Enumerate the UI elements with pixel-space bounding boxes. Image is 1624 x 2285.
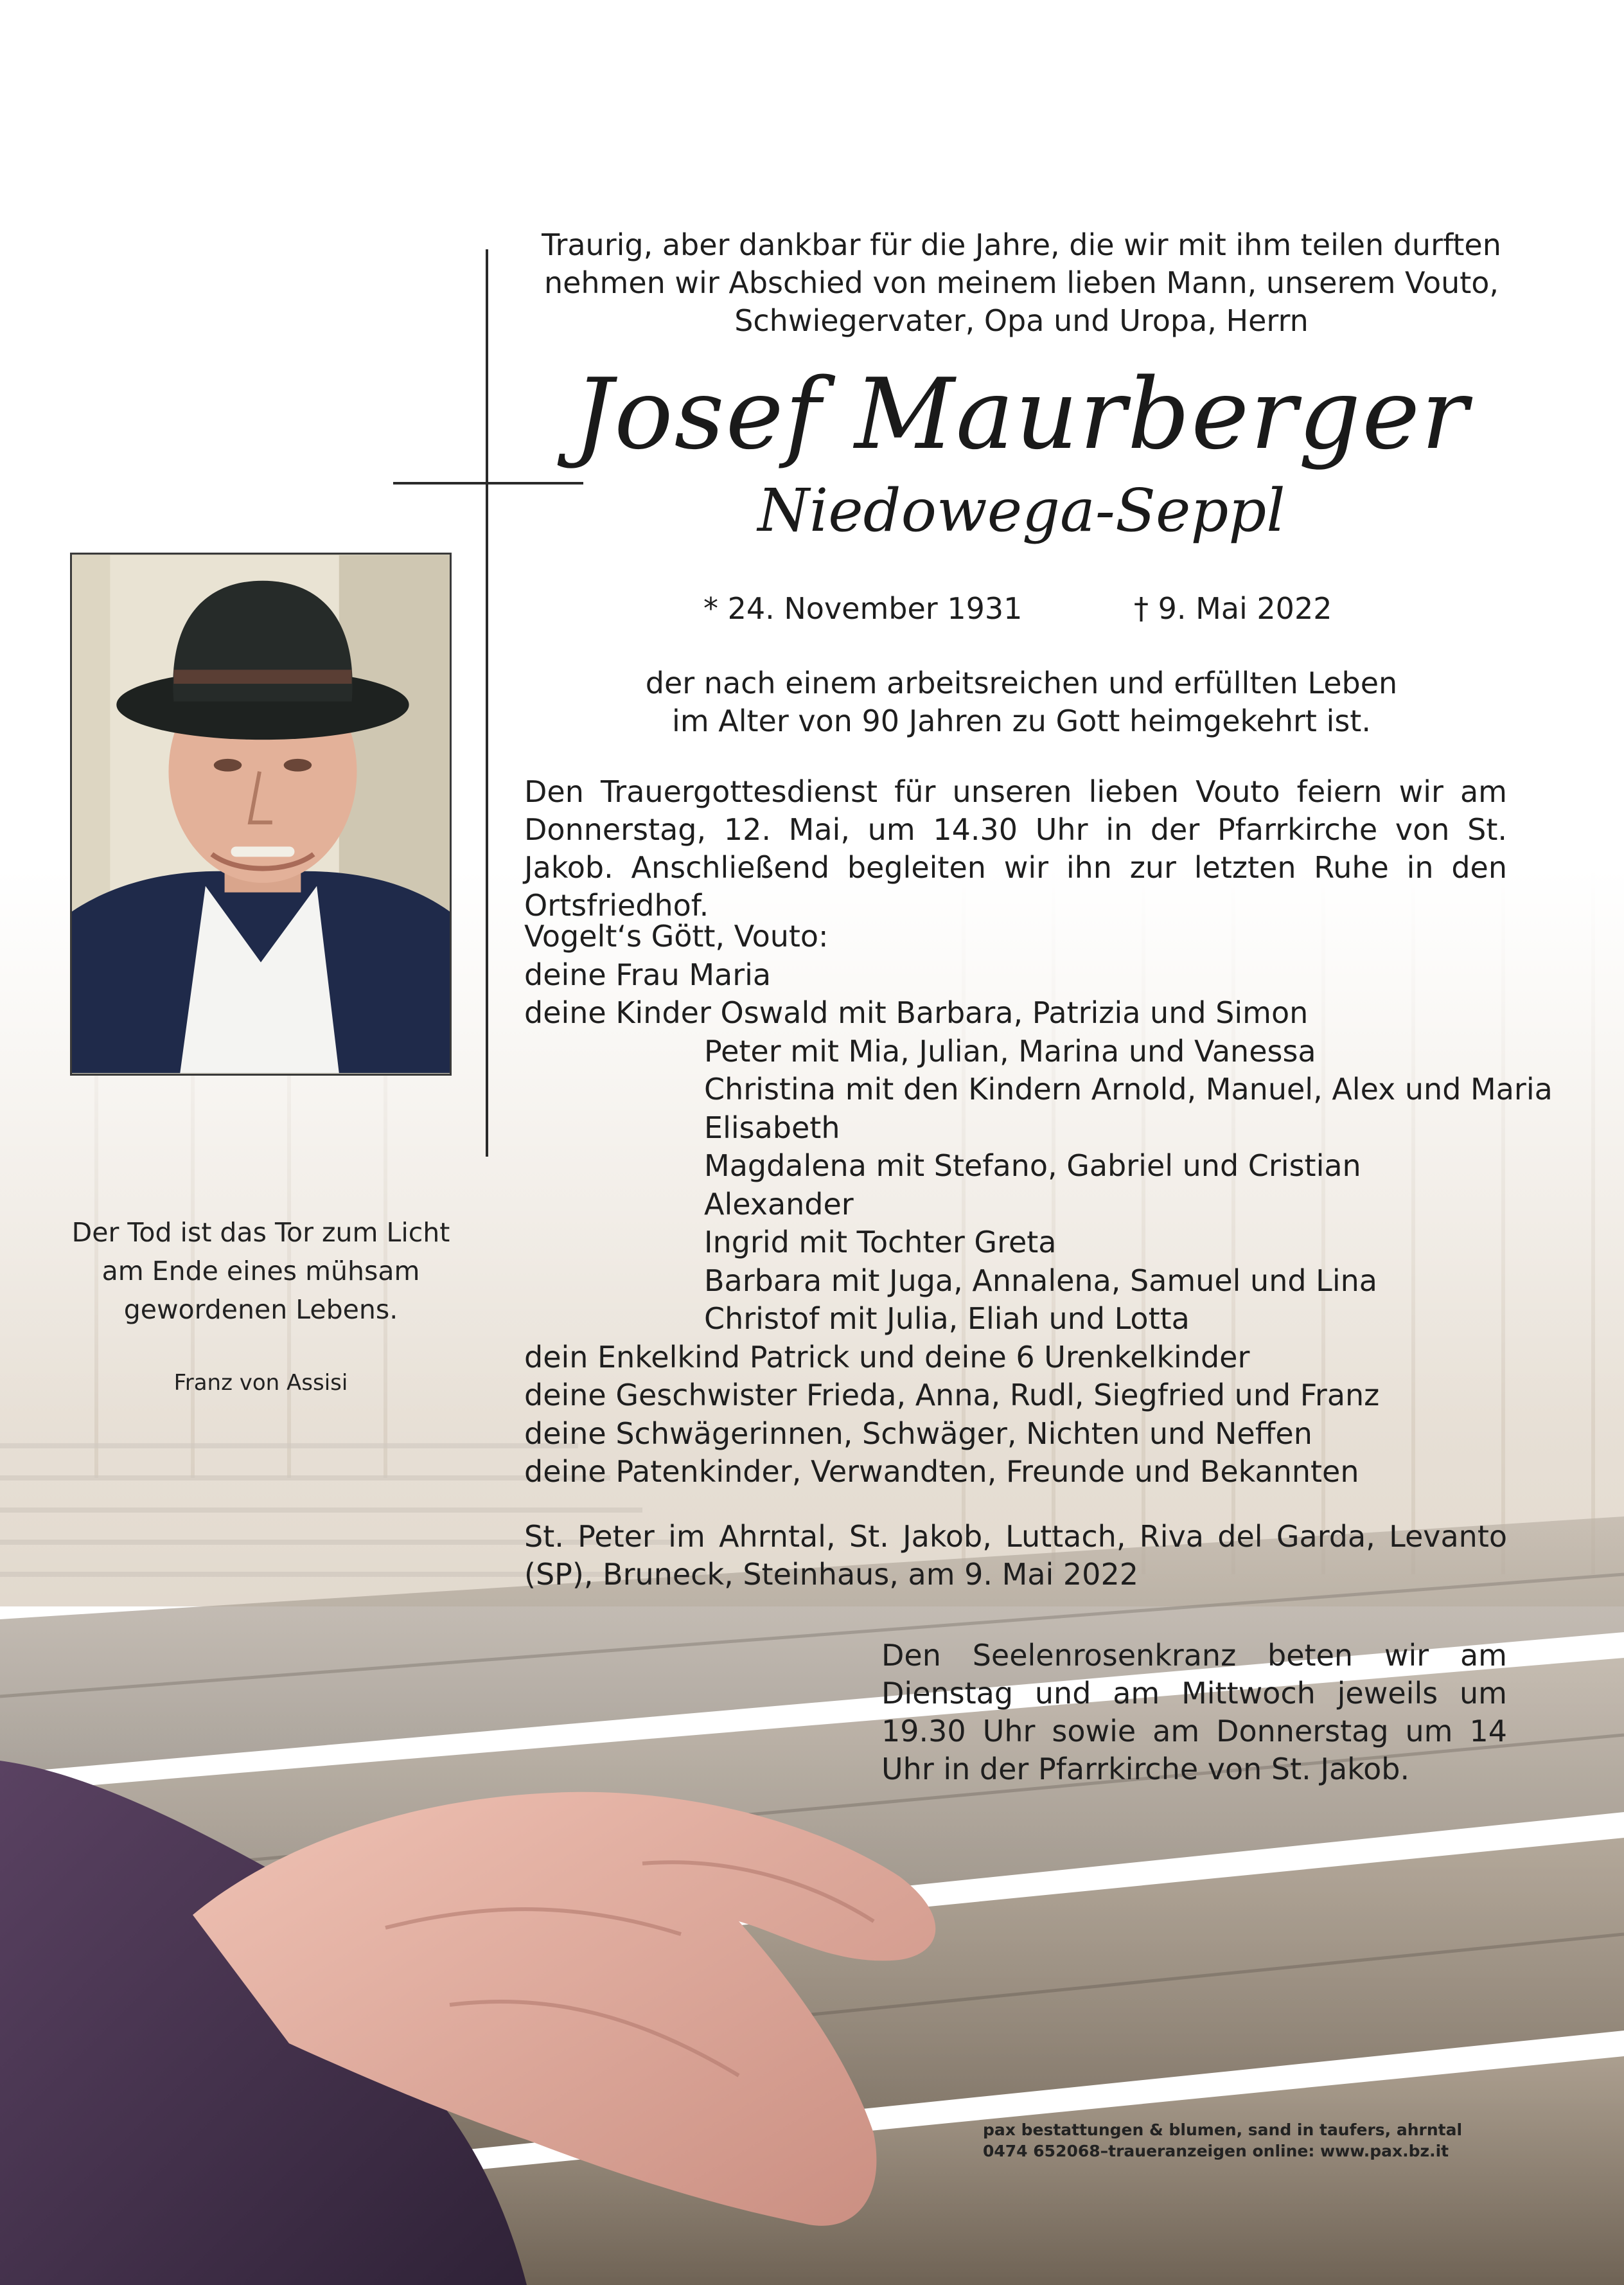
deceased-name: Josef Maurberger	[574, 357, 1469, 471]
mourners-heading: Vogelt‘s Gött, Vouto:	[524, 919, 829, 954]
list-item: dein Enkelkind Patrick und deine 6 Urenkelkinder	[524, 1339, 1250, 1374]
quote-text	[64, 1213, 457, 1329]
rosary-text: Den Seelenrosenkranz beten wir am Dienstag und am Mittwoch jeweils um 19.30 Uhr sowie am Donnerstag um 14 Uhr in der Pfarrkirche von St. Jakob.	[881, 1638, 1507, 1786]
list-item: Elisabeth	[704, 1110, 840, 1145]
list-item: deine Kinder Oswald mit Barbara, Patrizia und Simon	[524, 995, 1309, 1030]
portrait-photo	[70, 553, 452, 1076]
quote-line: am Ende eines mühsam	[102, 1256, 420, 1286]
places-date-text: St. Peter im Ahrntal, St. Jakob, Luttach, Riva del Garda, Levanto (SP), Bruneck, Steinhaus, am 9. Mai 2022	[524, 1519, 1507, 1592]
footer-credit	[983, 2119, 1462, 2162]
intro-line: Schwiegervater, Opa und Uropa, Herrn	[734, 303, 1309, 338]
death-date: † 9. Mai 2022	[1134, 591, 1332, 626]
deceased-nickname: Niedowega-Seppl	[757, 476, 1285, 545]
intro-line: nehmen wir Abschied von meinem lieben Mann, unserem Vouto,	[543, 265, 1499, 300]
list-item: deine Schwägerinnen, Schwäger, Nichten und Neffen	[524, 1416, 1312, 1451]
life-line: im Alter von 90 Jahren zu Gott heimgekehrt ist.	[672, 704, 1371, 738]
list-item: deine Frau Maria	[524, 957, 772, 992]
funeral-service-text: Den Trauergottesdienst für unseren lieben Vouto feiern wir am Donnerstag, 12. Mai, um 14.30 Uhr in der Pfarrkirche von St. Jakob. Anschließend begleiten wir ihn zur letzten Ruhe in den Ortsfriedhof.	[524, 774, 1507, 923]
list-item: deine Geschwister Frieda, Anna, Rudl, Siegfried und Franz	[524, 1378, 1380, 1412]
list-item: Peter mit Mia, Julian, Marina und Vanessa	[704, 1033, 1316, 1069]
footer-line: 0474 652068–traueranzeigen online: www.pax.bz.it	[983, 2142, 1449, 2160]
cross-vertical-bar	[486, 249, 488, 1157]
life-text	[527, 664, 1516, 740]
intro-line: Traurig, aber dankbar für die Jahre, die wir mit ihm teilen durften	[542, 227, 1501, 262]
list-item: Magdalena mit Stefano, Gabriel und Cristian	[704, 1148, 1361, 1183]
quote-line: Der Tod ist das Tor zum Licht	[71, 1217, 450, 1248]
list-item: Alexander	[704, 1186, 854, 1222]
list-item: Christina mit den Kindern Arnold, Manuel, Alex und Maria	[704, 1072, 1553, 1107]
quote-author: Franz von Assisi	[173, 1370, 348, 1396]
mourners-list	[524, 918, 1553, 1491]
life-line: der nach einem arbeitsreichen und erfüllten Leben	[645, 666, 1398, 700]
quote-line: gewordenen Lebens.	[123, 1294, 398, 1325]
list-item: Barbara mit Juga, Annalena, Samuel und Lina	[704, 1263, 1377, 1298]
intro-text	[527, 226, 1516, 340]
list-item: deine Patenkinder, Verwandten, Freunde und Bekannten	[524, 1454, 1359, 1489]
footer-line: pax bestattungen & blumen, sand in taufers, ahrntal	[983, 2121, 1463, 2139]
list-item: Christof mit Julia, Eliah und Lotta	[704, 1301, 1190, 1336]
birth-date: * 24. November 1931	[703, 591, 1023, 626]
list-item: Ingrid mit Tochter Greta	[704, 1225, 1057, 1259]
